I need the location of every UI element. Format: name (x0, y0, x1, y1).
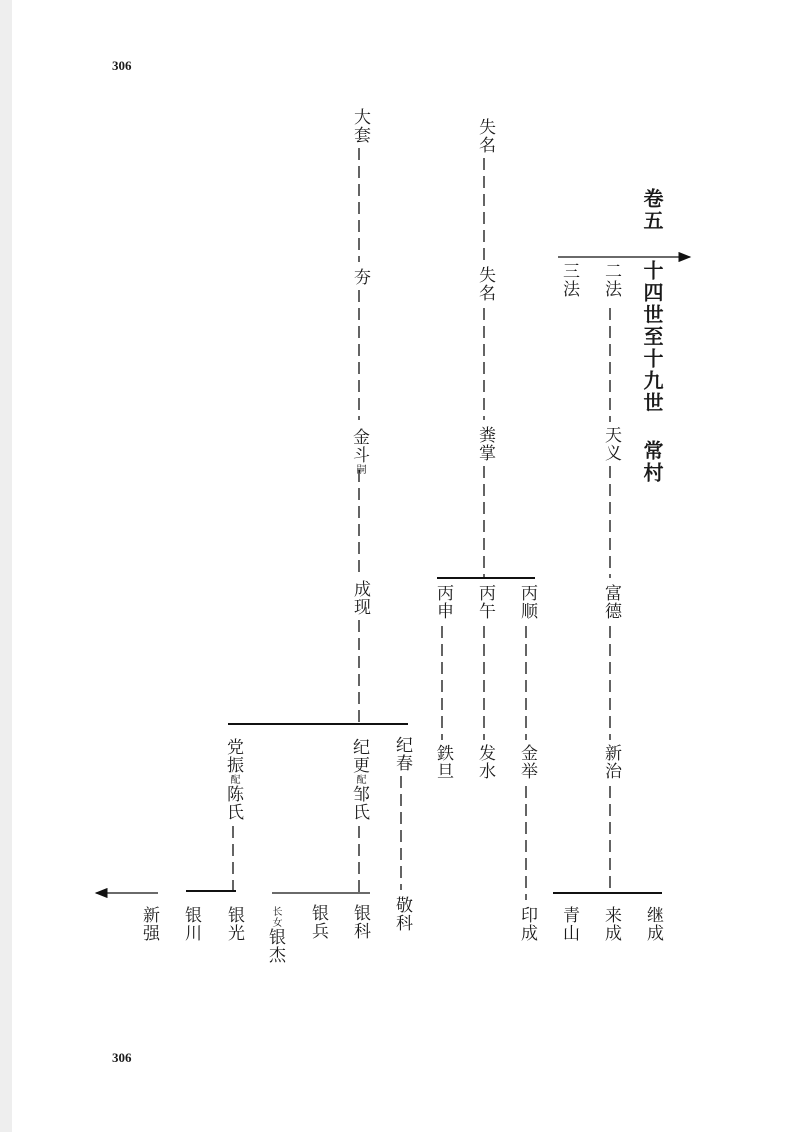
person-xinqiang: 新强 (139, 906, 159, 942)
page-title: 十四世至十九世 (640, 260, 664, 414)
person-jichun: 纪春 (392, 736, 412, 772)
person-yinjie (265, 906, 285, 964)
spouse-name: 邹氏 (349, 785, 369, 821)
person-yincheng: 印成 (517, 906, 537, 942)
person-erfa: 二法 (601, 262, 621, 298)
person-jinju: 金举 (517, 744, 537, 780)
person-fashui: 发水 (475, 744, 495, 780)
person-unnamed-14: 失名 (475, 118, 495, 154)
person-tianyi: 天义 (601, 426, 621, 462)
person-name: 金斗 (349, 428, 369, 464)
person-xinzhi: 新治 (601, 744, 621, 780)
person-bingwu: 丙午 (475, 584, 495, 620)
person-name: 党振 (223, 738, 243, 774)
person-jicheng: 继成 (643, 906, 663, 942)
person-chengxian: 成现 (350, 580, 370, 616)
person-yinke: 银科 (350, 904, 370, 940)
person-name: 纪更 (349, 738, 369, 774)
person-jingke: 敬科 (392, 896, 412, 932)
person-fude: 富德 (601, 584, 621, 620)
person-laicheng: 来成 (601, 906, 621, 942)
person-jigeng (349, 738, 369, 821)
person-hang: 夯 (350, 268, 370, 286)
person-name: 银杰 (265, 928, 285, 964)
person-tiedan: 鉄旦 (433, 744, 453, 780)
person-yinbing: 银兵 (308, 904, 328, 940)
spouse-note: 配 (354, 774, 365, 785)
spouse-note: 配 (228, 774, 239, 785)
person-sanfa: 三法 (559, 262, 579, 298)
person-fenzhang: 粪掌 (475, 426, 495, 462)
person-qingshan: 青山 (559, 906, 579, 942)
branch-name: 常村 (640, 440, 664, 484)
person-yinchuan: 银川 (181, 906, 201, 942)
person-unnamed-15: 失名 (475, 266, 495, 302)
page-number-bottom: 306 (112, 1050, 132, 1065)
person-bingshen: 丙申 (433, 584, 453, 620)
person-dangzhen (223, 738, 243, 821)
person-yinguang: 银光 (224, 906, 244, 942)
page-number-top: 306 (112, 58, 132, 73)
person-bingshun: 丙顺 (517, 584, 537, 620)
spouse-name: 陈氏 (223, 785, 243, 821)
person-jindou (349, 428, 369, 475)
volume-label: 卷五 (640, 188, 664, 232)
person-dataotao: 大套 (350, 108, 370, 144)
eldest-daughter-note: 长女 (270, 906, 281, 928)
heir-note: 嗣 (354, 464, 365, 475)
